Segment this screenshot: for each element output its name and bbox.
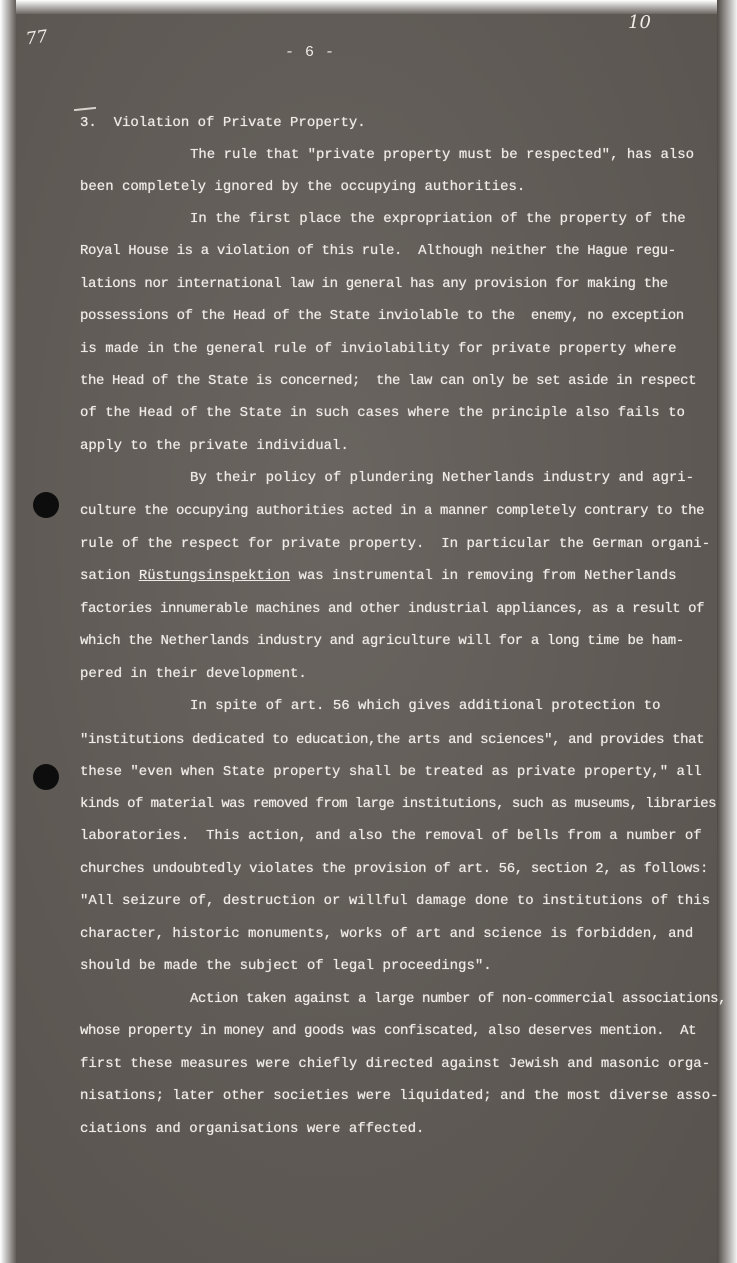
text-line: In spite of art. 56 which gives additional protection to xyxy=(190,698,661,714)
text-fragment: sation xyxy=(80,568,139,584)
page-number: - 6 - xyxy=(284,44,335,61)
text-line: Royal House is a violation of this rule. Although neither the Hague regu- xyxy=(80,243,676,259)
text-line: is made in the general rule of inviolability for private property where xyxy=(80,341,677,357)
text-line: The rule that "private property must be respected", has also xyxy=(190,147,695,163)
margin-annotation: 77 xyxy=(24,26,49,50)
text-line xyxy=(80,567,677,585)
text-line: In the first place the expropriation of the property of the xyxy=(190,211,686,227)
text-fragment: was instrumental in removing from Netherlands xyxy=(290,568,677,584)
text-line: By their policy of plundering Netherlands industry and agri- xyxy=(190,470,695,486)
text-line: character, historic monuments, works of art and science is forbidden, and xyxy=(80,926,694,942)
underlined-term: Rüstungsinspektion xyxy=(138,568,291,584)
text-line: pered in their development. xyxy=(80,666,307,682)
text-line: laboratories. This action, and also the removal of bells from a number of xyxy=(80,828,702,844)
archive-page-number: 10 xyxy=(628,12,651,33)
text-line: "institutions dedicated to education,the arts and sciences", and provides that xyxy=(80,732,705,748)
text-line: the Head of the State is concerned; the law can only be set aside in respect xyxy=(80,373,697,389)
text-line: culture the occupying authorities acted in a manner completely contrary to the xyxy=(80,503,705,519)
text-line: churches undoubtedly violates the provision of art. 56, section 2, as follows: xyxy=(80,861,709,877)
scan-edge-right xyxy=(717,0,737,1263)
text-line: should be made the subject of legal proceedings". xyxy=(80,958,492,974)
text-line: which the Netherlands industry and agriculture will for a long time be ham- xyxy=(80,633,684,649)
text-line: of the Head of the State in such cases where the principle also fails to xyxy=(80,405,685,421)
text-line: first these measures were chiefly directed against Jewish and masonic orga- xyxy=(80,1056,711,1072)
text-line: whose property in money and goods was confiscated, also deserves mention. At xyxy=(80,1023,697,1039)
text-line: lations nor international law in general has any provision for making the xyxy=(80,276,668,292)
text-line: these "even when State property shall be treated as private property," all xyxy=(80,764,702,780)
text-line: Action taken against a large number of non-commercial associations, xyxy=(190,991,727,1007)
section-heading: 3. Violation of Private Property. xyxy=(80,115,366,131)
text-line: rule of the respect for private property. In particular the German organi- xyxy=(80,536,711,552)
punch-hole-upper xyxy=(33,492,59,518)
text-line: possessions of the Head of the State inviolable to the enemy, no exception xyxy=(80,308,684,324)
text-line: factories innumerable machines and other industrial appliances, as a result of xyxy=(80,601,705,617)
text-line: ciations and organisations were affected. xyxy=(80,1121,425,1137)
pen-mark xyxy=(74,107,96,111)
text-line: nisations; later other societies were liquidated; and the most diverse asso- xyxy=(80,1088,719,1104)
text-line: "All seizure of, destruction or willful damage done to institutions of this xyxy=(80,893,711,909)
scan-edge-left xyxy=(0,0,16,1263)
text-line: apply to the private individual. xyxy=(80,438,349,454)
scan-edge-top xyxy=(0,0,737,14)
text-line: been completely ignored by the occupying authorities. xyxy=(80,179,526,195)
text-line: kinds of material was removed from large institutions, such as museums, libraries xyxy=(80,796,716,812)
punch-hole-lower xyxy=(33,764,59,790)
